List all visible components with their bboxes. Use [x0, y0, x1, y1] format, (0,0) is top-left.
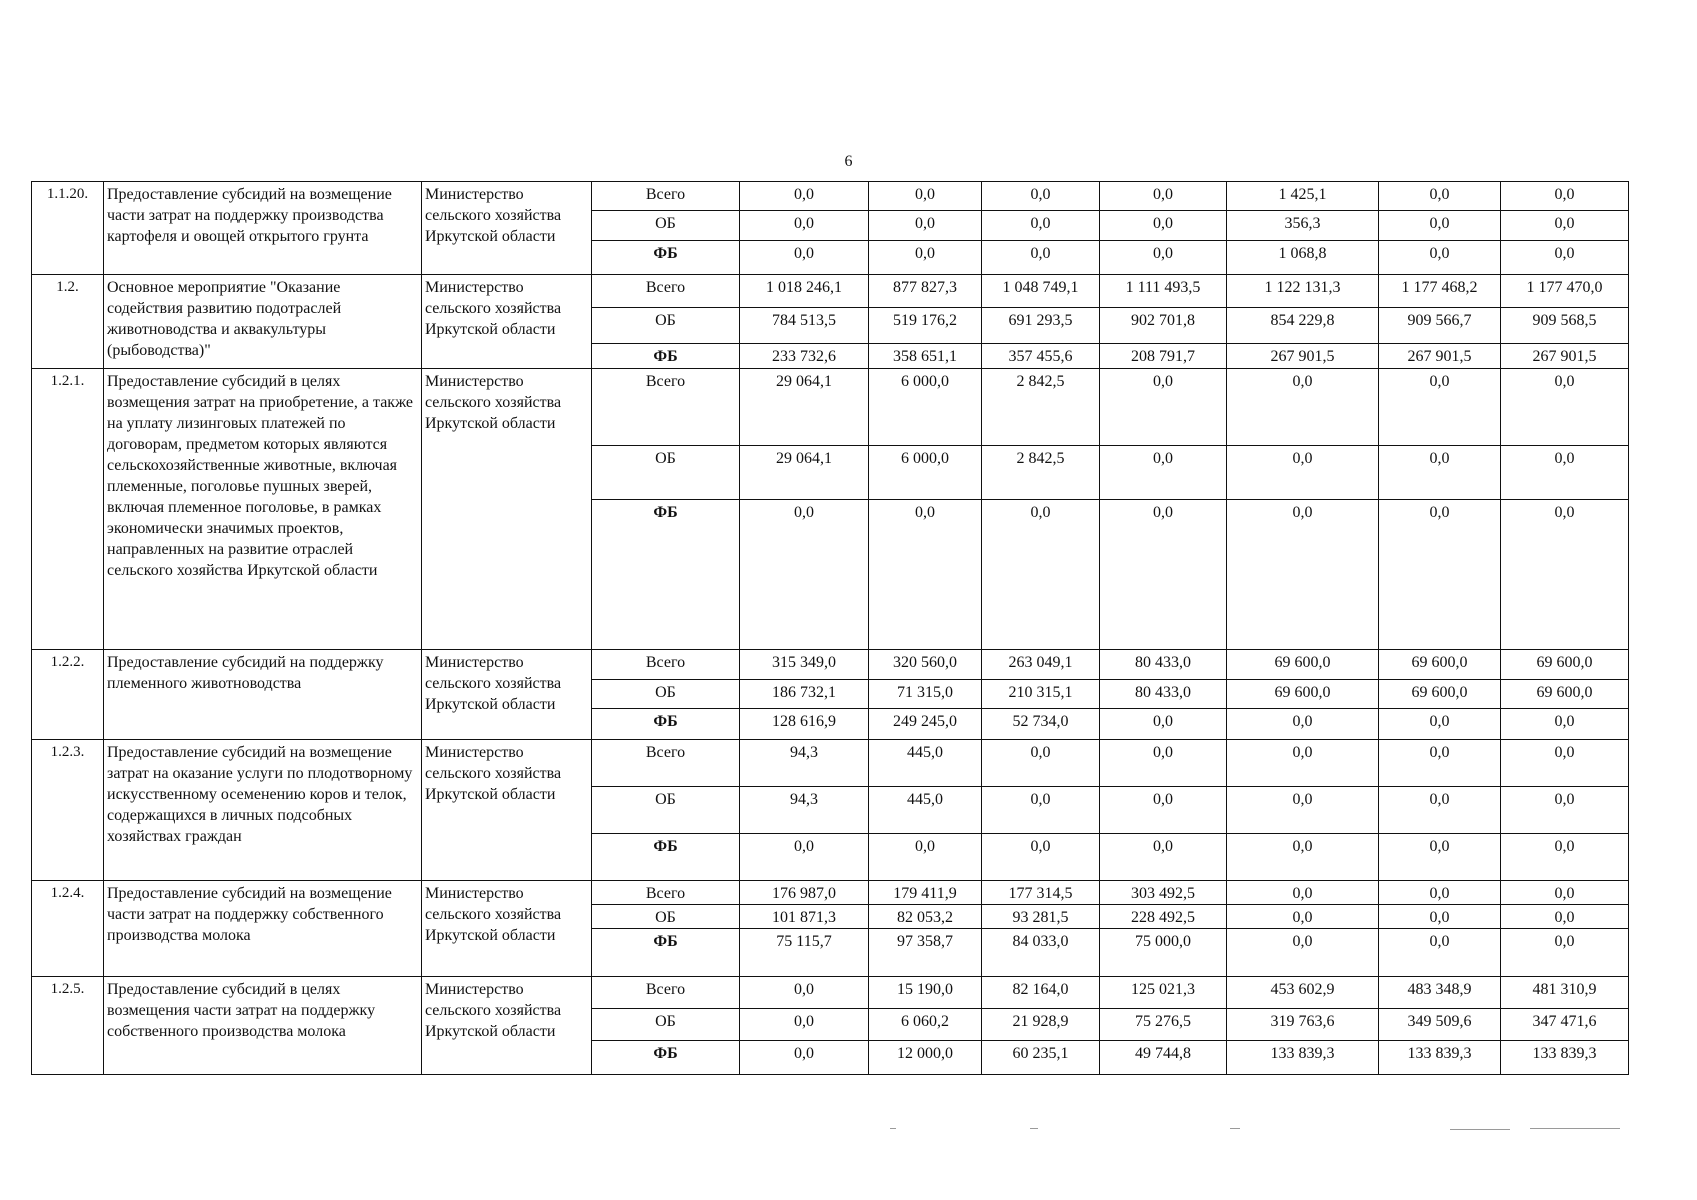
amount-cell: 97 358,7: [869, 929, 982, 977]
amount-cell: 15 190,0: [869, 977, 982, 1009]
amount-cell: 2 842,5: [982, 446, 1100, 500]
amount-cell: 0,0: [869, 241, 982, 275]
amount-cell: 233 732,6: [740, 344, 869, 369]
amount-cell: 1 177 468,2: [1379, 275, 1501, 308]
amount-cell: 0,0: [1501, 446, 1629, 500]
amount-cell: 6 000,0: [869, 446, 982, 500]
funding-source: Всего: [592, 740, 740, 787]
amount-cell: 0,0: [740, 241, 869, 275]
amount-cell: 0,0: [740, 1041, 869, 1075]
measure-name: Предоставление субсидий на возмещение затрат на оказание услуги по плодотворному искусственному осеменению коров и телок, содержащихся в личных подсобных хозяйствах граждан: [104, 740, 422, 881]
amount-cell: 1 111 493,5: [1100, 275, 1227, 308]
amount-cell: 0,0: [1379, 182, 1501, 211]
amount-cell: 176 987,0: [740, 881, 869, 905]
amount-cell: 0,0: [740, 977, 869, 1009]
amount-cell: 0,0: [740, 182, 869, 211]
item-number: 1.2.5.: [32, 977, 104, 1075]
amount-cell: 75 115,7: [740, 929, 869, 977]
amount-cell: 320 560,0: [869, 650, 982, 680]
funding-source: Всего: [592, 369, 740, 446]
amount-cell: 133 839,3: [1379, 1041, 1501, 1075]
amount-cell: 0,0: [1501, 905, 1629, 929]
amount-cell: 0,0: [1227, 881, 1379, 905]
item-number: 1.2.: [32, 275, 104, 369]
responsible-org: Министерство сельского хозяйства Иркутской области: [422, 650, 592, 740]
item-number: 1.2.4.: [32, 881, 104, 977]
amount-cell: 347 471,6: [1501, 1009, 1629, 1041]
table-body: [32, 182, 1629, 1075]
amount-cell: 453 602,9: [1227, 977, 1379, 1009]
amount-cell: 267 901,5: [1379, 344, 1501, 369]
amount-cell: 186 732,1: [740, 680, 869, 709]
item-number: 1.2.1.: [32, 369, 104, 650]
amount-cell: 0,0: [1100, 241, 1227, 275]
amount-cell: 0,0: [982, 182, 1100, 211]
responsible-org: Министерство сельского хозяйства Иркутской области: [422, 881, 592, 977]
funding-source: ФБ: [592, 344, 740, 369]
amount-cell: 0,0: [1379, 211, 1501, 241]
amount-cell: 101 871,3: [740, 905, 869, 929]
amount-cell: 75 276,5: [1100, 1009, 1227, 1041]
item-number: 1.1.20.: [32, 182, 104, 275]
amount-cell: 0,0: [1227, 500, 1379, 650]
amount-cell: 0,0: [1227, 709, 1379, 740]
amount-cell: 133 839,3: [1227, 1041, 1379, 1075]
amount-cell: 0,0: [869, 500, 982, 650]
responsible-org: Министерство сельского хозяйства Иркутской области: [422, 740, 592, 881]
funding-source: ФБ: [592, 834, 740, 881]
amount-cell: 0,0: [869, 834, 982, 881]
amount-cell: 177 314,5: [982, 881, 1100, 905]
table-row: [32, 369, 1629, 446]
amount-cell: 445,0: [869, 787, 982, 834]
amount-cell: 69 600,0: [1379, 680, 1501, 709]
amount-cell: 82 164,0: [982, 977, 1100, 1009]
funding-source: ОБ: [592, 905, 740, 929]
measure-name: Предоставление субсидий на возмещение части затрат на поддержку производства картофеля и овощей открытого грунта: [104, 182, 422, 275]
amount-cell: 0,0: [1501, 369, 1629, 446]
scan-artifact-marks: [870, 1128, 1650, 1132]
amount-cell: 2 842,5: [982, 369, 1100, 446]
amount-cell: 128 616,9: [740, 709, 869, 740]
amount-cell: 69 600,0: [1227, 680, 1379, 709]
amount-cell: 1 018 246,1: [740, 275, 869, 308]
amount-cell: 52 734,0: [982, 709, 1100, 740]
table-row: [32, 182, 1629, 211]
funding-source: ОБ: [592, 308, 740, 344]
amount-cell: 0,0: [869, 211, 982, 241]
amount-cell: 0,0: [1379, 881, 1501, 905]
amount-cell: 0,0: [1100, 446, 1227, 500]
amount-cell: 69 600,0: [1501, 650, 1629, 680]
amount-cell: 210 315,1: [982, 680, 1100, 709]
amount-cell: 784 513,5: [740, 308, 869, 344]
amount-cell: 1 122 131,3: [1227, 275, 1379, 308]
amount-cell: 1 177 470,0: [1501, 275, 1629, 308]
amount-cell: 0,0: [1227, 369, 1379, 446]
funding-source: ОБ: [592, 787, 740, 834]
amount-cell: 0,0: [1227, 787, 1379, 834]
funding-source: Всего: [592, 650, 740, 680]
amount-cell: 93 281,5: [982, 905, 1100, 929]
measure-name: Предоставление субсидий на возмещение части затрат на поддержку собственного производства молока: [104, 881, 422, 977]
amount-cell: 0,0: [982, 740, 1100, 787]
table-row: [32, 740, 1629, 787]
amount-cell: 356,3: [1227, 211, 1379, 241]
amount-cell: 0,0: [1379, 500, 1501, 650]
item-number: 1.2.3.: [32, 740, 104, 881]
amount-cell: 909 568,5: [1501, 308, 1629, 344]
amount-cell: 228 492,5: [1100, 905, 1227, 929]
amount-cell: 84 033,0: [982, 929, 1100, 977]
amount-cell: 21 928,9: [982, 1009, 1100, 1041]
amount-cell: 0,0: [1379, 369, 1501, 446]
amount-cell: 0,0: [1379, 834, 1501, 881]
amount-cell: 0,0: [1501, 787, 1629, 834]
amount-cell: 0,0: [1227, 446, 1379, 500]
amount-cell: 0,0: [740, 1009, 869, 1041]
amount-cell: 82 053,2: [869, 905, 982, 929]
funding-source: ОБ: [592, 1009, 740, 1041]
amount-cell: 0,0: [1501, 881, 1629, 905]
amount-cell: 0,0: [1100, 709, 1227, 740]
amount-cell: 0,0: [740, 834, 869, 881]
amount-cell: 902 701,8: [1100, 308, 1227, 344]
amount-cell: 0,0: [1379, 709, 1501, 740]
amount-cell: 349 509,6: [1379, 1009, 1501, 1041]
budget-table: [31, 181, 1629, 1075]
amount-cell: 1 048 749,1: [982, 275, 1100, 308]
item-number: 1.2.2.: [32, 650, 104, 740]
amount-cell: 6 060,2: [869, 1009, 982, 1041]
amount-cell: 94,3: [740, 740, 869, 787]
amount-cell: 29 064,1: [740, 369, 869, 446]
amount-cell: 909 566,7: [1379, 308, 1501, 344]
amount-cell: 49 744,8: [1100, 1041, 1227, 1075]
table-row: [32, 977, 1629, 1009]
amount-cell: 0,0: [1501, 500, 1629, 650]
responsible-org: Министерство сельского хозяйства Иркутской области: [422, 182, 592, 275]
amount-cell: 0,0: [1100, 500, 1227, 650]
funding-source: ФБ: [592, 709, 740, 740]
amount-cell: 179 411,9: [869, 881, 982, 905]
amount-cell: 263 049,1: [982, 650, 1100, 680]
amount-cell: 0,0: [1379, 905, 1501, 929]
funding-source: ОБ: [592, 446, 740, 500]
amount-cell: 0,0: [1379, 740, 1501, 787]
amount-cell: 29 064,1: [740, 446, 869, 500]
amount-cell: 0,0: [1100, 182, 1227, 211]
measure-name: Основное мероприятие "Оказание содействия развитию подотраслей животноводства и аквакультуры (рыбоводства)": [104, 275, 422, 369]
amount-cell: 133 839,3: [1501, 1041, 1629, 1075]
amount-cell: 6 000,0: [869, 369, 982, 446]
funding-source: ФБ: [592, 929, 740, 977]
funding-source: Всего: [592, 182, 740, 211]
funding-source: ФБ: [592, 500, 740, 650]
amount-cell: 0,0: [1100, 211, 1227, 241]
table-row: [32, 881, 1629, 905]
amount-cell: 691 293,5: [982, 308, 1100, 344]
funding-source: ОБ: [592, 211, 740, 241]
amount-cell: 0,0: [1501, 241, 1629, 275]
amount-cell: 0,0: [1501, 929, 1629, 977]
measure-name: Предоставление субсидий в целях возмещения затрат на приобретение, а также на уплату лизинговых платежей по договорам, предметом которых являются сельскохозяйственные животные, включая племенные, поголовье пушных зверей, включая племенное поголовье, в рамках экономически значимых проектов, направленных на развитие отраслей сельского хозяйства Иркутской области: [104, 369, 422, 650]
amount-cell: 0,0: [1501, 182, 1629, 211]
amount-cell: 0,0: [982, 241, 1100, 275]
amount-cell: 0,0: [740, 211, 869, 241]
amount-cell: 0,0: [1227, 905, 1379, 929]
amount-cell: 319 763,6: [1227, 1009, 1379, 1041]
amount-cell: 854 229,8: [1227, 308, 1379, 344]
amount-cell: 358 651,1: [869, 344, 982, 369]
amount-cell: 1 425,1: [1227, 182, 1379, 211]
funding-source: Всего: [592, 275, 740, 308]
amount-cell: 69 600,0: [1379, 650, 1501, 680]
amount-cell: 0,0: [1379, 241, 1501, 275]
amount-cell: 0,0: [740, 500, 869, 650]
amount-cell: 357 455,6: [982, 344, 1100, 369]
amount-cell: 0,0: [869, 182, 982, 211]
funding-source: Всего: [592, 881, 740, 905]
amount-cell: 80 433,0: [1100, 650, 1227, 680]
amount-cell: 80 433,0: [1100, 680, 1227, 709]
amount-cell: 303 492,5: [1100, 881, 1227, 905]
funding-source: ФБ: [592, 241, 740, 275]
amount-cell: 519 176,2: [869, 308, 982, 344]
amount-cell: 445,0: [869, 740, 982, 787]
funding-source: Всего: [592, 977, 740, 1009]
amount-cell: 483 348,9: [1379, 977, 1501, 1009]
amount-cell: 481 310,9: [1501, 977, 1629, 1009]
amount-cell: 0,0: [982, 211, 1100, 241]
amount-cell: 12 000,0: [869, 1041, 982, 1075]
amount-cell: 69 600,0: [1501, 680, 1629, 709]
measure-name: Предоставление субсидий на поддержку племенного животноводства: [104, 650, 422, 740]
amount-cell: 0,0: [1501, 834, 1629, 881]
amount-cell: 60 235,1: [982, 1041, 1100, 1075]
responsible-org: Министерство сельского хозяйства Иркутской области: [422, 977, 592, 1075]
amount-cell: 267 901,5: [1501, 344, 1629, 369]
amount-cell: 69 600,0: [1227, 650, 1379, 680]
amount-cell: 315 349,0: [740, 650, 869, 680]
amount-cell: 0,0: [1501, 211, 1629, 241]
amount-cell: 125 021,3: [1100, 977, 1227, 1009]
amount-cell: 0,0: [1100, 740, 1227, 787]
table-row: [32, 650, 1629, 680]
funding-source: ФБ: [592, 1041, 740, 1075]
amount-cell: 0,0: [1227, 929, 1379, 977]
amount-cell: 0,0: [1227, 834, 1379, 881]
amount-cell: 0,0: [1501, 709, 1629, 740]
amount-cell: 0,0: [1100, 369, 1227, 446]
page-number: 6: [844, 153, 853, 170]
amount-cell: 0,0: [982, 834, 1100, 881]
table-row: [32, 275, 1629, 308]
amount-cell: 0,0: [1379, 446, 1501, 500]
amount-cell: 0,0: [1100, 834, 1227, 881]
responsible-org: Министерство сельского хозяйства Иркутской области: [422, 369, 592, 650]
amount-cell: 208 791,7: [1100, 344, 1227, 369]
measure-name: Предоставление субсидий в целях возмещения части затрат на поддержку собственного производства молока: [104, 977, 422, 1075]
amount-cell: 0,0: [1379, 787, 1501, 834]
responsible-org: Министерство сельского хозяйства Иркутской области: [422, 275, 592, 369]
amount-cell: 94,3: [740, 787, 869, 834]
amount-cell: 1 068,8: [1227, 241, 1379, 275]
amount-cell: 75 000,0: [1100, 929, 1227, 977]
amount-cell: 877 827,3: [869, 275, 982, 308]
amount-cell: 0,0: [1379, 929, 1501, 977]
amount-cell: 249 245,0: [869, 709, 982, 740]
amount-cell: 0,0: [982, 500, 1100, 650]
amount-cell: 267 901,5: [1227, 344, 1379, 369]
amount-cell: 0,0: [982, 787, 1100, 834]
amount-cell: 71 315,0: [869, 680, 982, 709]
amount-cell: 0,0: [1227, 740, 1379, 787]
amount-cell: 0,0: [1100, 787, 1227, 834]
amount-cell: 0,0: [1501, 740, 1629, 787]
funding-source: ОБ: [592, 680, 740, 709]
